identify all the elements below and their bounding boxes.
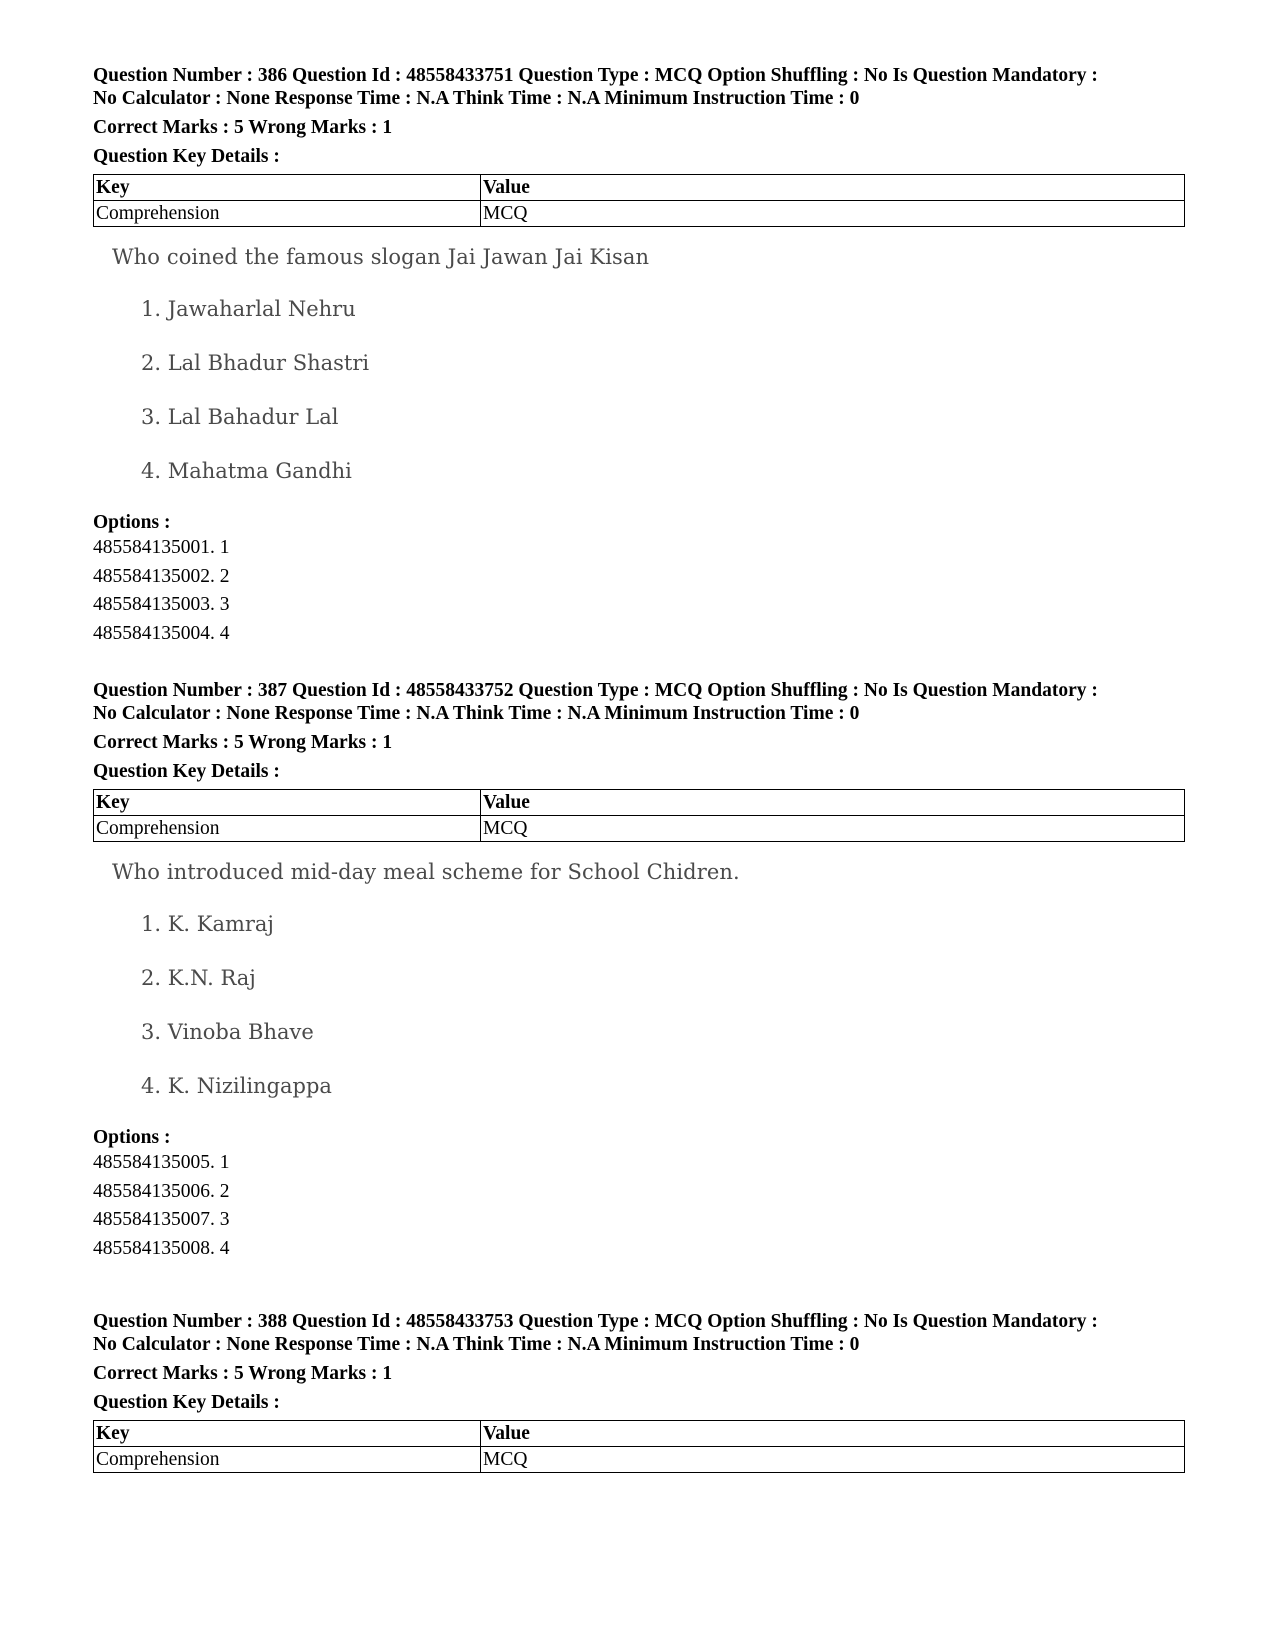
question-block-388 bbox=[93, 1310, 1183, 1473]
choice-item: 3. Lal Bahadur Lal bbox=[141, 405, 339, 429]
marks-line: Correct Marks : 5 Wrong Marks : 1 bbox=[93, 1363, 393, 1384]
option-line: 485584135005. 1 bbox=[93, 1152, 230, 1173]
question-header-line1: Question Number : 387 Question Id : 48558433752 Question Type : MCQ Option Shuffling : No Is Question Mandatory : bbox=[93, 680, 1098, 701]
key-details-label: Question Key Details : bbox=[93, 1392, 280, 1413]
option-line: 485584135004. 4 bbox=[93, 622, 230, 644]
marks-line: Correct Marks : 5 Wrong Marks : 1 bbox=[93, 732, 393, 753]
question-header-line1: Question Number : 386 Question Id : 48558433751 Question Type : MCQ Option Shuffling : No Is Question Mandatory : bbox=[93, 65, 1098, 86]
table-header-row bbox=[94, 1421, 1185, 1447]
option-line: 485584135006. 2 bbox=[93, 1180, 230, 1202]
question-header-line2: No Calculator : None Response Time : N.A Think Time : N.A Minimum Instruction Time : 0 bbox=[93, 88, 860, 109]
table-cell-key: Comprehension bbox=[94, 201, 481, 227]
choice-item: 1. Jawaharlal Nehru bbox=[141, 297, 356, 321]
table-cell-value: MCQ bbox=[481, 816, 1185, 842]
options-label: Options : bbox=[93, 512, 171, 533]
table-cell-value: MCQ bbox=[481, 201, 1185, 227]
table-cell-key: Comprehension bbox=[94, 816, 481, 842]
marks-line: Correct Marks : 5 Wrong Marks : 1 bbox=[93, 117, 393, 138]
table-cell-value: MCQ bbox=[481, 1447, 1185, 1473]
table-row bbox=[94, 1447, 1185, 1473]
options-label: Options : bbox=[93, 1127, 171, 1148]
key-value-table bbox=[93, 1420, 1185, 1473]
key-details-label: Question Key Details : bbox=[93, 761, 280, 782]
key-value-table bbox=[93, 789, 1185, 842]
table-header-row bbox=[94, 790, 1185, 816]
option-line: 485584135002. 2 bbox=[93, 565, 230, 587]
table-header-row bbox=[94, 175, 1185, 201]
question-header-line1: Question Number : 388 Question Id : 48558433753 Question Type : MCQ Option Shuffling : No Is Question Mandatory : bbox=[93, 1311, 1098, 1332]
table-header-value: Value bbox=[481, 1421, 1185, 1447]
question-header-line2: No Calculator : None Response Time : N.A Think Time : N.A Minimum Instruction Time : 0 bbox=[93, 1334, 860, 1355]
option-line: 485584135003. 3 bbox=[93, 594, 230, 615]
table-cell-key: Comprehension bbox=[94, 1447, 481, 1473]
choice-item: 2. K.N. Raj bbox=[141, 966, 256, 990]
table-header-key: Key bbox=[94, 790, 481, 816]
table-header-key: Key bbox=[94, 1421, 481, 1447]
table-header-key: Key bbox=[94, 175, 481, 201]
question-text: Who introduced mid-day meal scheme for School Chidren. bbox=[112, 860, 740, 884]
key-value-table bbox=[93, 174, 1185, 227]
question-block-386 bbox=[93, 64, 1183, 648]
choice-item: 4. K. Nizilingappa bbox=[141, 1074, 332, 1098]
question-text: Who coined the famous slogan Jai Jawan Jai Kisan bbox=[112, 245, 650, 269]
choice-item: 3. Vinoba Bhave bbox=[141, 1020, 314, 1044]
option-line: 485584135001. 1 bbox=[93, 537, 230, 558]
choice-item: 4. Mahatma Gandhi bbox=[141, 459, 352, 483]
choice-item: 2. Lal Bhadur Shastri bbox=[141, 351, 370, 375]
question-header-line2: No Calculator : None Response Time : N.A Think Time : N.A Minimum Instruction Time : 0 bbox=[93, 703, 860, 724]
table-header-value: Value bbox=[481, 790, 1185, 816]
option-line: 485584135008. 4 bbox=[93, 1237, 230, 1259]
table-header-value: Value bbox=[481, 175, 1185, 201]
key-details-label: Question Key Details : bbox=[93, 146, 280, 167]
choice-item: 1. K. Kamraj bbox=[141, 912, 274, 936]
question-block-387 bbox=[93, 679, 1183, 1263]
option-line: 485584135007. 3 bbox=[93, 1209, 230, 1230]
table-row bbox=[94, 816, 1185, 842]
table-row bbox=[94, 201, 1185, 227]
